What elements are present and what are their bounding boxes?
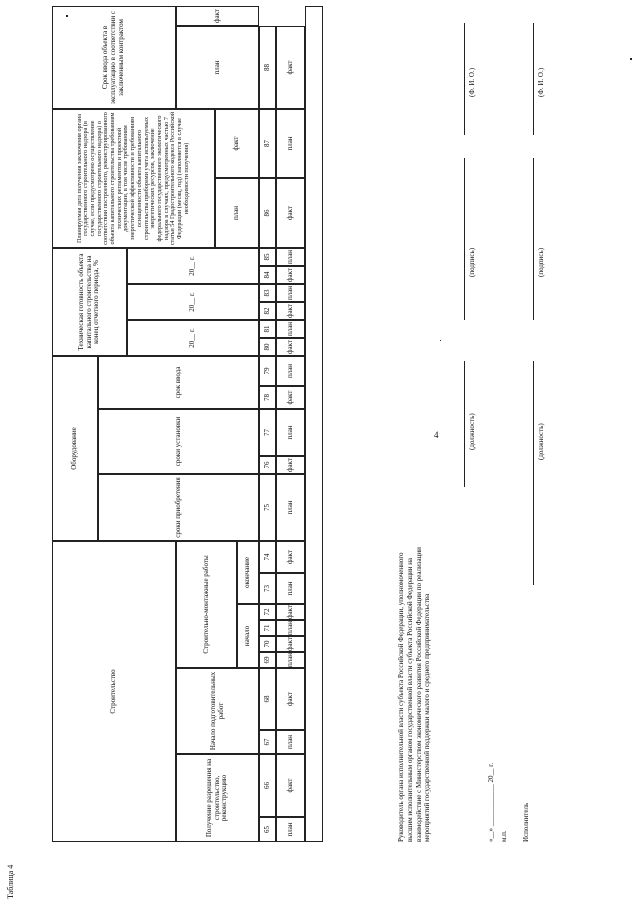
plan-cell: план (276, 109, 305, 178)
fact-cell: факт (276, 754, 305, 817)
name-line (464, 23, 465, 135)
header-equipment: Оборудование (52, 356, 98, 541)
executor-signature-line (533, 158, 534, 320)
header-year-3: 20__ г. (127, 248, 259, 284)
stamp-label: м.п. (500, 830, 508, 842)
empty-data-row (305, 6, 323, 842)
header-year-2: 20__ г. (127, 284, 259, 320)
column-number: 84 (259, 266, 276, 284)
column-number: 80 (259, 338, 276, 356)
head-signatory-text: Руководитель органа исполнительной власти субъекта Российской Федерации, уполномоченного высшим исполнительным органом государственной власти субъекта Российской Федерации на взаимодействие с Министерством экономического развития Российской Федерации по реализации мероприятий государственной поддержки малого и среднего предпринимательства (397, 547, 432, 842)
header-commission-fact: факт (176, 6, 259, 26)
column-number: 81 (259, 320, 276, 338)
header-smr: Строительно-монтажные работы (176, 541, 237, 668)
plan-cell: план (276, 356, 305, 386)
column-number: 79 (259, 356, 276, 386)
executor-label: Исполнитель (522, 802, 530, 842)
header-commission-plan: план (176, 26, 259, 109)
fact-cell: факт (276, 178, 305, 248)
executor-position-line (533, 361, 534, 585)
position-line (464, 361, 465, 487)
column-number: 68 (259, 668, 276, 730)
column-number: 76 (259, 456, 276, 474)
fact-cell: факт (276, 266, 305, 284)
column-number: 86 (259, 178, 276, 248)
fact-cell: факт (276, 386, 305, 409)
plan-cell: план (276, 474, 305, 541)
column-number: 72 (259, 604, 276, 620)
header-prep: Начало подготовительных работ (176, 668, 259, 754)
column-number: 82 (259, 302, 276, 320)
date-line: «__» ____________ 20__ г. (487, 762, 495, 842)
column-number: 70 (259, 636, 276, 652)
column-number: 66 (259, 754, 276, 817)
plan-cell: план (276, 620, 305, 636)
plan-cell: план (276, 248, 305, 266)
column-number: 88 (259, 26, 276, 109)
header-commission: срок ввода (98, 356, 259, 409)
column-number: 69 (259, 652, 276, 668)
column-number: 65 (259, 817, 276, 842)
column-number: 85 (259, 248, 276, 266)
plan-cell: план (276, 573, 305, 604)
plan-cell: план (276, 730, 305, 754)
executor-position-caption: (должность) (537, 423, 545, 460)
header-planned-date: Планируемая дата получения заключения органа государственного строительного надзора (в случае, если предусмотрено осуществление государственного строительного надзора) о соответствии построенного, реконструированного объекта капитального строительства требованиям технических регламентов и проектной документации, в том числе требованиям энергетической эффективности и требованиям оснащенности объекта капитального строительства приборами учета используемых энергетических ресурсов, заключение федерального государственного экологического надзора в случаях, предусмотренных частью 7 статьи 54 Градостроительного кодекса Российской Федерации (месяц, год) (заполняется в случае необходимости получения) (52, 109, 215, 248)
column-number: 83 (259, 284, 276, 302)
fact-cell: факт (276, 636, 305, 652)
executor-name-caption: (Ф. И. О.) (537, 67, 545, 97)
fact-cell: факт (276, 302, 305, 320)
column-number: 74 (259, 541, 276, 573)
signature-line (464, 158, 465, 320)
header-construction: Строительство (52, 541, 176, 842)
fact-cell: факт (276, 26, 305, 109)
signature-caption: (подпись) (468, 247, 476, 277)
plan-cell: план (276, 284, 305, 302)
fact-cell: факт (276, 668, 305, 730)
executor-name-line (533, 23, 534, 135)
position-caption: (должность) (468, 413, 476, 450)
header-permit: Получение разрешения на строительство, реконструкцию (176, 754, 259, 842)
header-smr-end: окончание (237, 541, 259, 604)
plan-cell: план (276, 817, 305, 842)
column-number: 87 (259, 109, 276, 178)
header-planned-plan: план (215, 178, 259, 248)
column-number: 75 (259, 474, 276, 541)
column-number: 77 (259, 409, 276, 456)
table-label: Таблица 4 (6, 864, 15, 899)
header-planned-fact: факт (215, 109, 259, 178)
plan-cell: план (276, 320, 305, 338)
header-acquire: сроки приобретения (98, 474, 259, 541)
fact-cell: факт (276, 541, 305, 573)
executor-signature-caption: (подпись) (537, 247, 545, 277)
header-commissioning: Срок ввода объекта в эксплуатацию в соответствии с заключенным контрактом (52, 6, 176, 109)
header-install: сроки установки (98, 409, 259, 474)
plan-cell: план (276, 652, 305, 668)
header-year-1: 20__ г. (127, 320, 259, 356)
page-number: 4 (434, 430, 439, 440)
header-smr-start: начало (237, 604, 259, 668)
header-readiness: Техническая готовность объекта капитального строительства на конец отчетного периода, % (52, 248, 127, 356)
fact-cell: факт (276, 456, 305, 474)
name-caption: (Ф. И. О.) (468, 67, 476, 97)
plan-cell: план (276, 409, 305, 456)
fact-cell: факт (276, 604, 305, 620)
fact-cell: факт (276, 338, 305, 356)
column-number: 71 (259, 620, 276, 636)
column-number: 73 (259, 573, 276, 604)
column-number: 78 (259, 386, 276, 409)
column-number: 67 (259, 730, 276, 754)
